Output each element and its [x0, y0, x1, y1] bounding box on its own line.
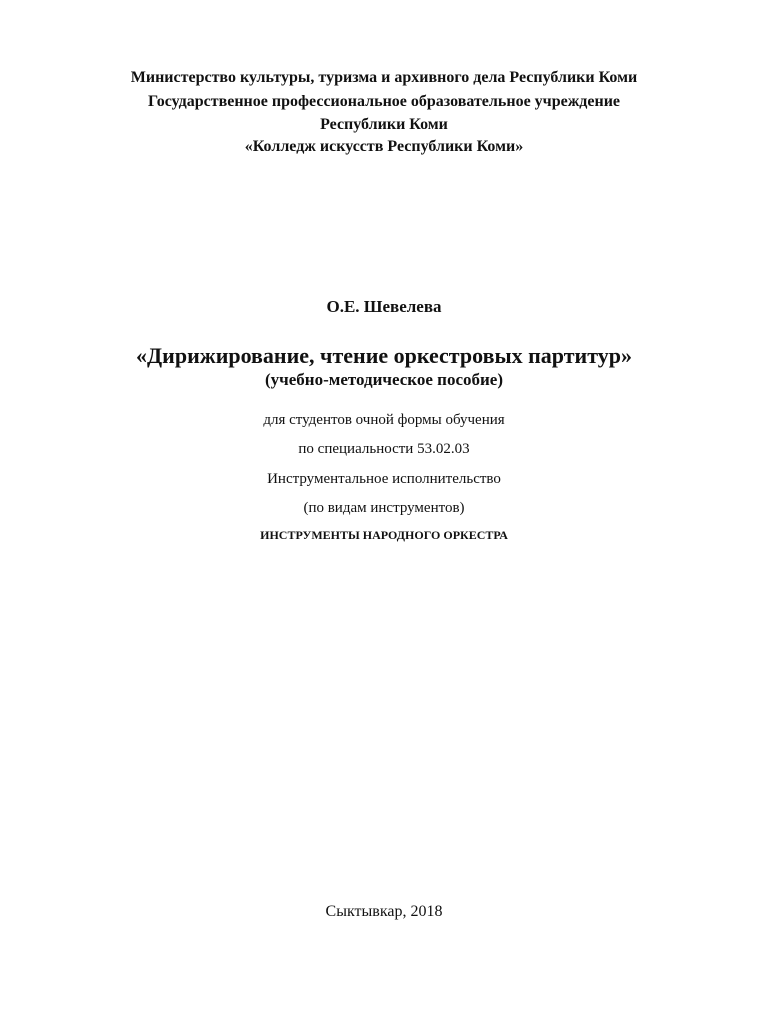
profile-line: ИНСТРУМЕНТЫ НАРОДНОГО ОРКЕСТРА — [260, 528, 508, 542]
republic-line: Республики Коми — [320, 116, 448, 133]
specialty-name-line: Инструментальное исполнительство — [267, 471, 501, 487]
institution-type-line: Государственное профессиональное образовательное учреждение — [147, 93, 621, 110]
place-year: Сыктывкар, 2018 — [325, 903, 443, 920]
document-subtitle: (учебно-методическое пособие) — [265, 370, 503, 389]
specialty-note-line: (по видам инструментов) — [303, 500, 465, 516]
audience-line: для студентов очной формы обучения — [263, 412, 505, 428]
author-name: О.Е. Шевелева — [326, 297, 442, 316]
document-title: «Дирижирование, чтение оркестровых партитур» — [136, 343, 632, 368]
specialty-line: по специальности 53.02.03 — [298, 441, 470, 457]
college-name-line: «Колледж искусств Республики Коми» — [244, 138, 524, 155]
ministry-line: Министерство культуры, туризма и архивного дела Республики Коми — [130, 69, 638, 86]
